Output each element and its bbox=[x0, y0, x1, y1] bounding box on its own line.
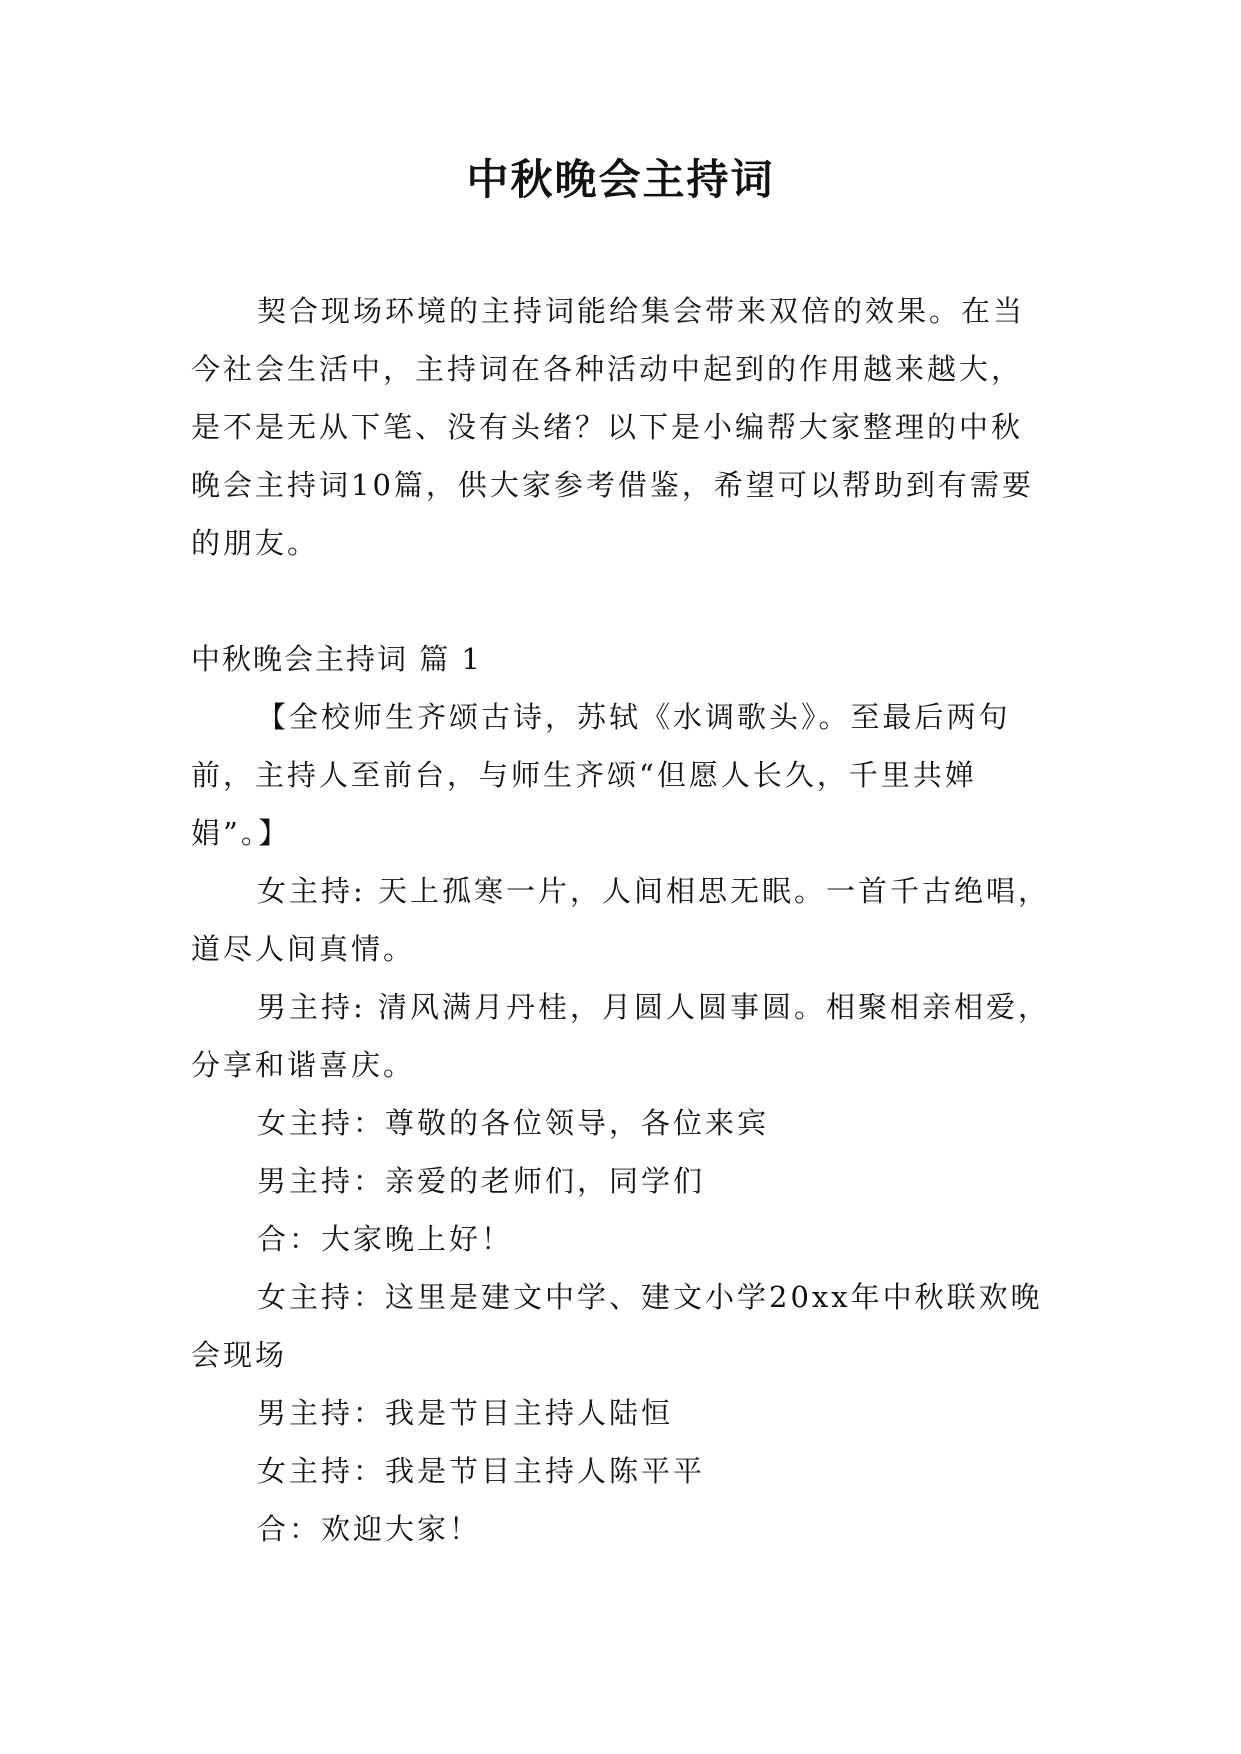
paragraph-female-host-1: 女主持: 天上孤寒一片，人间相思无眠。一首千古绝唱，道尽人间真情。 bbox=[191, 874, 1050, 966]
paragraph-stage-direction: 【全校师生齐颂古诗，苏轼《水调歌头》。至最后两句前，主持人至前台，与师生齐颂“但愿人长久，千里共婵娟”。】 bbox=[191, 700, 1011, 850]
paragraph-together-2: 合：欢迎大家！ bbox=[257, 1512, 482, 1546]
paragraph-male-host-1: 男主持: 清风满月丹桂，月圆人圆事圆。相聚相亲相爱，分享和谐喜庆。 bbox=[191, 990, 1050, 1082]
paragraph-together-1: 合：大家晚上好！ bbox=[257, 1222, 514, 1256]
document-title: 中秋晚会主持词 bbox=[466, 155, 775, 204]
paragraph-male-host-2: 男主持：亲爱的老师们，同学们 bbox=[257, 1164, 706, 1198]
section-title: 中秋晚会主持词 篇 1 bbox=[191, 642, 482, 676]
intro-paragraph: 契合现场环境的主持词能给集会带来双倍的效果。在当今社会生活中，主持词在各种活动中起到的作用越来越大，是不是无从下笔、没有头绪？以下是小编帮大家整理的中秋晚会主持词10篇，供大家参考借鉴，希望可以帮助到有需要的朋友。 bbox=[191, 294, 1034, 560]
document-body bbox=[191, 282, 1051, 1558]
paragraph-female-host-2: 女主持：尊敬的各位领导，各位来宾 bbox=[257, 1106, 770, 1140]
paragraph-female-host-4: 女主持：我是节目主持人陈平平 bbox=[257, 1454, 706, 1488]
paragraph-female-host-3: 女主持：这里是建文中学、建文小学20xx年中秋联欢晚会现场 bbox=[191, 1280, 1043, 1372]
paragraph-male-host-3: 男主持：我是节目主持人陆恒 bbox=[257, 1396, 674, 1430]
